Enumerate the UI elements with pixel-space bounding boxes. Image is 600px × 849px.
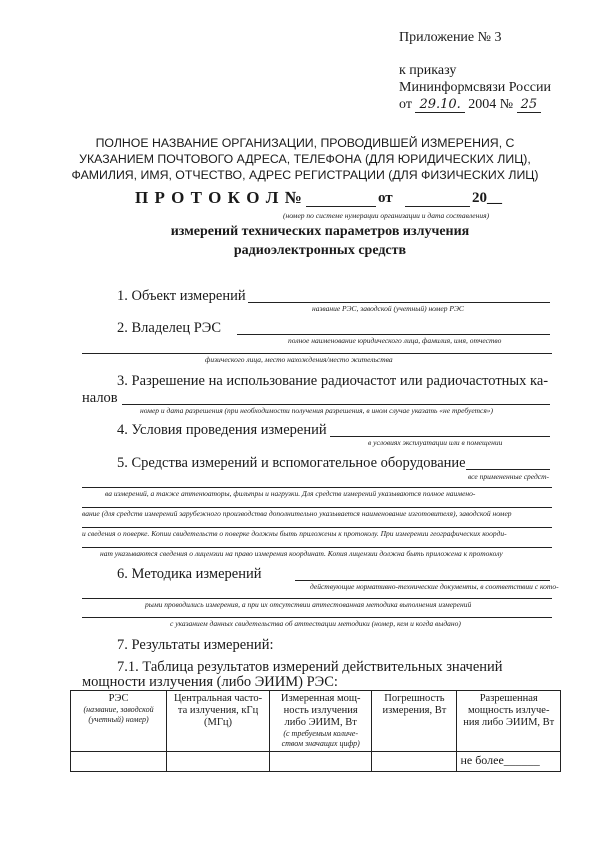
- item-5-line: [466, 469, 550, 470]
- ministry-label: Мининформсвязи России: [399, 80, 551, 95]
- protocol-number-line: [306, 206, 376, 207]
- order-date-line: [399, 97, 541, 113]
- table-cell[interactable]: [372, 752, 457, 772]
- item-2-note-1: полное наименование юридического лица, фамилия, имя, отчество: [288, 336, 502, 345]
- header-res-note: (название, заводской (учетный) номер): [83, 705, 154, 724]
- item-7-1-label-a: 7.1. Таблица результатов измерений действительных значений: [117, 659, 503, 675]
- item-5-line-2: [82, 487, 552, 488]
- item-4-label: 4. Условия проведения измерений: [117, 422, 327, 438]
- item-3-line: [122, 404, 550, 405]
- header-measured-power: [269, 691, 371, 752]
- header-measured-power-title: Измеренная мощ-ность излучения либо ЭИИМ, Вт: [280, 693, 361, 728]
- header-res: [71, 691, 167, 752]
- table-row: [71, 752, 561, 772]
- header-error: Погрешность измерения, Вт: [372, 691, 457, 752]
- table-cell[interactable]: [71, 752, 167, 772]
- item-2-label: 2. Владелец РЭС: [117, 320, 222, 336]
- handwritten-number: 25: [517, 97, 542, 113]
- table-cell-limit[interactable]: не более______: [457, 752, 561, 772]
- item-3-note: номер и дата разрешения (при необходимости получения разрешения, в ином случае указать «не требуется»): [140, 406, 494, 415]
- item-1-note: название РЭС, заводской (учетный) номер РЭС: [312, 304, 464, 313]
- item-5-line-5: [82, 547, 552, 548]
- table-cell[interactable]: [167, 752, 270, 772]
- protocol-year: 20__: [472, 190, 502, 206]
- org-line-1: ПОЛНОЕ НАЗВАНИЕ ОРГАНИЗАЦИИ, ПРОВОДИВШЕЙ ИЗМЕРЕНИЯ, С: [95, 136, 515, 150]
- subtitle-line-2: радиоэлектронных средств: [233, 243, 407, 258]
- item-3-label-b: налов: [82, 390, 118, 406]
- results-table: [70, 690, 561, 772]
- year-number: 2004 №: [468, 97, 514, 112]
- org-line-3: ФАМИЛИЯ, ИМЯ, ОТЧЕСТВО, АДРЕС РЕГИСТРАЦИИ (ДЛЯ ФИЗИЧЕСКИХ ЛИЦ): [71, 168, 539, 182]
- item-5-note-5: нат указываются сведения о лицензии на право измерения координат. Копия лицензии должна быть приложена к протоколу: [100, 549, 503, 558]
- item-6-label: 6. Методика измерений: [117, 566, 262, 582]
- table-header-row: [71, 691, 561, 752]
- item-2-line-2: [82, 353, 552, 354]
- appendix-label: Приложение № 3: [399, 30, 502, 45]
- item-5-note-4: и сведения о поверке. Копии свидетельств о поверке должны быть приложены к протоколу. При измерении географических коорди-: [82, 529, 507, 538]
- item-7-1-label-b: мощности излучения (либо ЭИИМ) РЭС:: [82, 674, 338, 690]
- item-6-note-3: с указанием данных свидетельства об аттестации методики (номер, кем и когда выдано): [170, 619, 461, 628]
- org-line-2: УКАЗАНИЕМ ПОЧТОВОГО АДРЕСА, ТЕЛЕФОНА (ДЛЯ ЮРИДИЧЕСКИХ ЛИЦ),: [79, 152, 531, 166]
- date-prefix: от: [399, 97, 412, 112]
- header-measured-power-note: (с требуемым количе-ством значащих цифр): [281, 729, 360, 748]
- protocol-title: П Р О Т О К О Л №: [135, 188, 303, 207]
- organization-block: [40, 135, 570, 183]
- order-label: к приказу: [399, 63, 457, 78]
- table-cell[interactable]: [269, 752, 371, 772]
- item-2-note-2: физического лица, место нахождения/место жительства: [205, 355, 393, 364]
- item-6-note-1: действующие нормативно-технические документы, в соответствии с кото-: [310, 582, 559, 591]
- header-allowed-power: Разрешенная мощность излуче-ния либо ЭИИМ, Вт: [457, 691, 561, 752]
- subtitle-line-1: измерений технических параметров излучения: [170, 224, 470, 239]
- item-4-note: в условиях эксплуатации или в помещении: [368, 438, 503, 447]
- item-5-note-3: вание (для средств измерений зарубежного производства дополнительно указывается наименование изготовителя), заводской номер: [82, 509, 512, 518]
- item-6-note-2: рыми проводились измерения, а при их отсутствии аттестованная методика выполнения измерений: [145, 600, 472, 609]
- item-5-line-3: [82, 507, 552, 508]
- item-6-line-2: [82, 598, 552, 599]
- handwritten-date: 29.10.: [415, 97, 464, 113]
- header-frequency: Центральная часто-та излучения, кГц (МГц): [167, 691, 270, 752]
- item-7-label: 7. Результаты измерений:: [117, 637, 274, 653]
- item-4-line: [330, 436, 550, 437]
- item-6-line-3: [82, 617, 552, 618]
- header-res-title: РЭС: [108, 693, 129, 704]
- protocol-from: от: [378, 190, 393, 206]
- item-5-note-2: ва измерений, а также аттенюаторы, фильтры и нагрузки. Для средств измерений указываются полное наимено-: [105, 489, 476, 498]
- item-1-line: [248, 302, 550, 303]
- item-5-line-4: [82, 527, 552, 528]
- item-5-label: 5. Средства измерений и вспомогательное оборудование: [117, 455, 466, 471]
- item-2-line: [237, 334, 550, 335]
- item-6-line: [295, 580, 550, 581]
- protocol-note: (номер по системе нумерации организации и дата составления): [283, 211, 490, 220]
- protocol-subtitle: [120, 222, 520, 260]
- item-1-label: 1. Объект измерений: [117, 288, 246, 304]
- item-3-label-a: 3. Разрешение на использование радиочастот или радиочастотных ка-: [117, 373, 549, 389]
- item-5-note-1: все примененные средст-: [468, 472, 549, 481]
- protocol-date-line: [405, 206, 470, 207]
